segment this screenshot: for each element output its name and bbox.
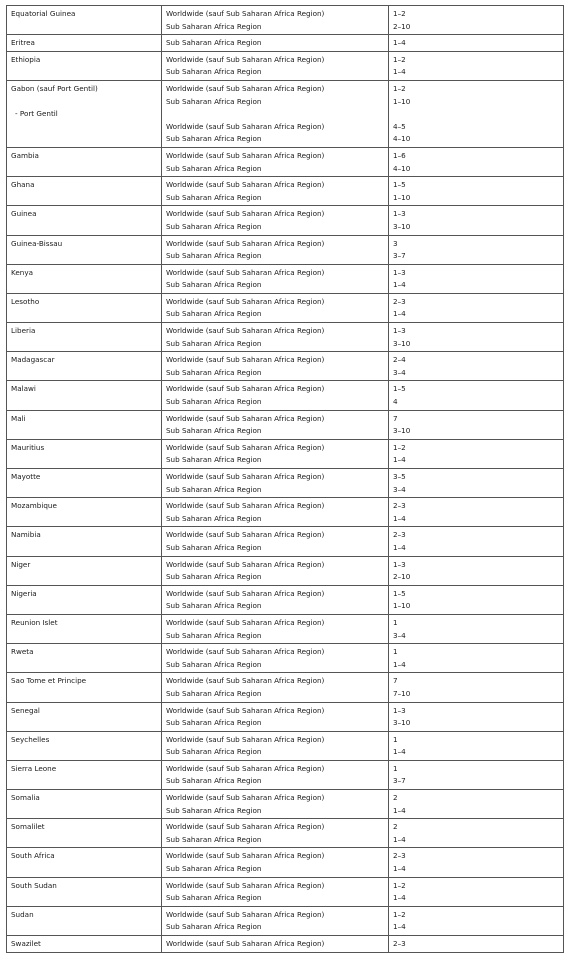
region-cell (162, 848, 389, 877)
range-value: 3–4 (393, 367, 406, 377)
range-value: 1–2 (393, 880, 406, 890)
region-label: Worldwide (sauf Sub Saharan Africa Region) (166, 9, 325, 18)
table-row (7, 585, 564, 614)
country-name: Somalia (11, 793, 40, 803)
region-cell (162, 51, 389, 80)
region-cell (162, 790, 389, 819)
region-label: Worldwide (sauf Sub Saharan Africa Region) (166, 559, 325, 569)
region-cell (162, 80, 389, 147)
country-cell (7, 877, 162, 906)
region-label: Worldwide (sauf Sub Saharan Africa Region) (166, 501, 325, 511)
region-label: Sub Saharan Africa Region (166, 513, 262, 523)
country-cell (7, 206, 162, 235)
country-name: Equatorial Guinea (11, 9, 76, 18)
range-value: 1–10 (393, 96, 411, 106)
country-cell (7, 906, 162, 935)
range-value: 1–10 (393, 192, 411, 202)
country-cell (7, 147, 162, 176)
country-cell (7, 293, 162, 322)
region-cell (162, 381, 389, 410)
value-cell (389, 206, 564, 235)
table-row (7, 264, 564, 293)
value-cell (389, 585, 564, 614)
region-cell (162, 35, 389, 52)
region-label: Worldwide (sauf Sub Saharan Africa Region) (166, 180, 325, 190)
table-row (7, 936, 564, 953)
region-label: Worldwide (sauf Sub Saharan Africa Region) (166, 442, 325, 452)
range-value: 2 (393, 793, 398, 803)
region-cell (162, 293, 389, 322)
country-cell (7, 80, 162, 147)
range-value: 1–4 (393, 513, 406, 523)
country-cell (7, 469, 162, 498)
country-cell (7, 498, 162, 527)
country-name: Nigeria (11, 588, 37, 598)
table-row (7, 760, 564, 789)
region-label: Worldwide (sauf Sub Saharan Africa Region) (166, 209, 325, 219)
range-value: 2–3 (393, 501, 406, 511)
country-name: Guinea (11, 209, 37, 219)
region-label: Sub Saharan Africa Region (166, 718, 262, 728)
value-cell (389, 906, 564, 935)
country-name: Mali (11, 413, 26, 423)
range-value: 1 (393, 647, 398, 657)
region-cell (162, 877, 389, 906)
range-value: 7 (393, 413, 398, 423)
country-name: Rweta (11, 647, 34, 657)
country-cell (7, 819, 162, 848)
region-label: Worldwide (sauf Sub Saharan Africa Region) (166, 647, 325, 657)
region-label: Worldwide (sauf Sub Saharan Africa Region) (166, 121, 325, 131)
range-value: 2–10 (393, 21, 411, 31)
range-value: 3–7 (393, 251, 406, 261)
table-row (7, 848, 564, 877)
range-value: 2–10 (393, 572, 411, 582)
value-cell (389, 469, 564, 498)
range-value: 1–5 (393, 384, 406, 394)
region-label: Sub Saharan Africa Region (166, 280, 262, 290)
region-label: Worldwide (sauf Sub Saharan Africa Region) (166, 296, 325, 306)
range-value: 7–10 (393, 688, 411, 698)
range-value: 4–10 (393, 163, 411, 173)
country-name: South Sudan (11, 880, 57, 890)
region-cell (162, 585, 389, 614)
table-row (7, 790, 564, 819)
table-row (7, 556, 564, 585)
range-value: 1–4 (393, 893, 406, 903)
table-row (7, 644, 564, 673)
range-value: 1–3 (393, 559, 406, 569)
country-name: Swazilet (11, 939, 41, 948)
country-cell (7, 264, 162, 293)
range-value: 1–3 (393, 326, 406, 336)
table-row (7, 673, 564, 702)
country-name: Mauritius (11, 442, 45, 452)
value-cell (389, 264, 564, 293)
value-cell (389, 614, 564, 643)
table-row (7, 702, 564, 731)
region-cell (162, 673, 389, 702)
range-value: 3–10 (393, 718, 411, 728)
range-value: 1–3 (393, 705, 406, 715)
country-cell (7, 644, 162, 673)
region-cell (162, 323, 389, 352)
value-cell (389, 177, 564, 206)
value-cell (389, 760, 564, 789)
region-label: Worldwide (sauf Sub Saharan Africa Region) (166, 588, 325, 598)
region-cell (162, 469, 389, 498)
country-name: Ghana (11, 180, 35, 190)
region-cell (162, 498, 389, 527)
range-value: 4–10 (393, 134, 411, 144)
country-name: South Africa (11, 851, 55, 861)
value-cell (389, 936, 564, 953)
region-label: Sub Saharan Africa Region (166, 747, 262, 757)
table-row (7, 147, 564, 176)
range-value: 2–3 (393, 296, 406, 306)
value-cell (389, 293, 564, 322)
table-row (7, 527, 564, 556)
region-label: Worldwide (sauf Sub Saharan Africa Region) (166, 676, 325, 686)
document-page (6, 5, 564, 953)
value-cell (389, 147, 564, 176)
range-value: 2 (393, 822, 398, 832)
country-cell (7, 848, 162, 877)
region-cell (162, 206, 389, 235)
value-cell (389, 819, 564, 848)
region-label: Sub Saharan Africa Region (166, 21, 262, 31)
table-row (7, 206, 564, 235)
range-value: 1–2 (393, 909, 406, 919)
value-cell (389, 702, 564, 731)
range-value: 1–4 (393, 747, 406, 757)
value-cell (389, 6, 564, 35)
country-name: Mayotte (11, 472, 41, 481)
table-row (7, 235, 564, 264)
region-label: Worldwide (sauf Sub Saharan Africa Region) (166, 326, 325, 336)
region-cell (162, 410, 389, 439)
region-label: Worldwide (sauf Sub Saharan Africa Region) (166, 530, 325, 540)
value-cell (389, 439, 564, 468)
region-label: Sub Saharan Africa Region (166, 38, 262, 48)
country-name: Mozambique (11, 501, 57, 511)
value-cell (389, 556, 564, 585)
region-cell (162, 264, 389, 293)
range-value: 1–4 (393, 309, 406, 319)
country-cell (7, 6, 162, 35)
table-row (7, 731, 564, 760)
country-cell (7, 35, 162, 52)
region-label: Worldwide (sauf Sub Saharan Africa Region) (166, 267, 325, 277)
region-label: Sub Saharan Africa Region (166, 542, 262, 552)
region-label: Sub Saharan Africa Region (166, 309, 262, 319)
region-cell (162, 527, 389, 556)
table-row (7, 381, 564, 410)
range-value: 1–4 (393, 455, 406, 465)
range-value: 1–5 (393, 588, 406, 598)
region-label: Sub Saharan Africa Region (166, 630, 262, 640)
region-label: Sub Saharan Africa Region (166, 455, 262, 465)
region-label: Sub Saharan Africa Region (166, 134, 262, 144)
value-cell (389, 498, 564, 527)
table-row (7, 498, 564, 527)
range-value: 3–10 (393, 426, 411, 436)
country-cell (7, 556, 162, 585)
table-row (7, 439, 564, 468)
country-cell (7, 731, 162, 760)
value-cell (389, 381, 564, 410)
country-cell (7, 790, 162, 819)
country-cell (7, 235, 162, 264)
table-row (7, 323, 564, 352)
region-label: Worldwide (sauf Sub Saharan Africa Region) (166, 734, 325, 744)
range-value: 1–6 (393, 150, 406, 160)
country-name: Lesotho (11, 296, 40, 306)
region-label: Worldwide (sauf Sub Saharan Africa Region) (166, 384, 325, 394)
range-value: 1 (393, 734, 398, 744)
country-cell (7, 936, 162, 953)
region-label: Worldwide (sauf Sub Saharan Africa Region) (166, 939, 325, 948)
value-cell (389, 790, 564, 819)
table-row (7, 51, 564, 80)
table-row (7, 906, 564, 935)
region-label: Worldwide (sauf Sub Saharan Africa Region) (166, 355, 325, 365)
region-label: Worldwide (sauf Sub Saharan Africa Region) (166, 413, 325, 423)
region-label: Sub Saharan Africa Region (166, 338, 262, 348)
range-value: 1–4 (393, 542, 406, 552)
value-cell (389, 527, 564, 556)
range-value: 1–2 (393, 54, 406, 64)
range-value: 1–2 (393, 83, 406, 93)
range-value: 7 (393, 676, 398, 686)
region-cell (162, 906, 389, 935)
region-label: Worldwide (sauf Sub Saharan Africa Region) (166, 880, 325, 890)
region-label: Sub Saharan Africa Region (166, 922, 262, 932)
region-label: Worldwide (sauf Sub Saharan Africa Region) (166, 851, 325, 861)
country-name: Somalilet (11, 822, 45, 832)
table-row (7, 469, 564, 498)
country-cell (7, 760, 162, 789)
country-name: Malawi (11, 384, 36, 394)
table-row (7, 614, 564, 643)
country-name: Eritrea (11, 38, 35, 48)
country-name: Guinea-Bissau (11, 238, 63, 248)
region-cell (162, 177, 389, 206)
region-label: Sub Saharan Africa Region (166, 659, 262, 669)
value-cell (389, 51, 564, 80)
region-label: Sub Saharan Africa Region (166, 192, 262, 202)
country-cell (7, 702, 162, 731)
country-cell (7, 51, 162, 80)
table-row (7, 819, 564, 848)
region-label: Sub Saharan Africa Region (166, 834, 262, 844)
value-cell (389, 323, 564, 352)
country-cell (7, 381, 162, 410)
table-row (7, 410, 564, 439)
value-cell (389, 80, 564, 147)
value-cell (389, 848, 564, 877)
range-value: 1–3 (393, 267, 406, 277)
country-name: Sierra Leone (11, 763, 57, 773)
range-value: 3–7 (393, 776, 406, 786)
range-value: 1–4 (393, 864, 406, 874)
country-name: Ethiopia (11, 54, 41, 64)
range-value: 1–4 (393, 834, 406, 844)
region-label: Sub Saharan Africa Region (166, 221, 262, 231)
region-cell (162, 6, 389, 35)
region-label: Worldwide (sauf Sub Saharan Africa Region) (166, 763, 325, 773)
value-cell (389, 673, 564, 702)
country-name: Gambia (11, 150, 39, 160)
value-cell (389, 644, 564, 673)
country-cell (7, 585, 162, 614)
value-cell (389, 235, 564, 264)
region-label: Sub Saharan Africa Region (166, 251, 262, 261)
region-label: Sub Saharan Africa Region (166, 572, 262, 582)
range-value: 3–10 (393, 221, 411, 231)
region-label: Sub Saharan Africa Region (166, 484, 262, 494)
region-label: Worldwide (sauf Sub Saharan Africa Region) (166, 238, 325, 248)
range-value: 3–5 (393, 472, 406, 481)
country-name: Sudan (11, 909, 34, 919)
region-cell (162, 556, 389, 585)
range-value: 2–4 (393, 355, 406, 365)
table-row (7, 177, 564, 206)
range-value: 1–10 (393, 601, 411, 611)
country-region-table (6, 5, 564, 953)
region-label: Worldwide (sauf Sub Saharan Africa Region) (166, 54, 325, 64)
range-value: 2–3 (393, 530, 406, 540)
country-cell (7, 614, 162, 643)
country-cell (7, 527, 162, 556)
country-cell (7, 323, 162, 352)
table-row (7, 293, 564, 322)
country-name: Niger (11, 559, 31, 569)
range-value: 1–4 (393, 38, 406, 48)
region-label: Worldwide (sauf Sub Saharan Africa Region) (166, 617, 325, 627)
region-label: Sub Saharan Africa Region (166, 688, 262, 698)
value-cell (389, 352, 564, 381)
country-name: Namibia (11, 530, 41, 540)
region-label: Worldwide (sauf Sub Saharan Africa Region) (166, 793, 325, 803)
range-value: 1–4 (393, 280, 406, 290)
sub-country-name: - Port Gentil (15, 109, 58, 119)
range-value: 1–4 (393, 67, 406, 77)
country-cell (7, 673, 162, 702)
region-cell (162, 760, 389, 789)
range-value: 1–4 (393, 659, 406, 669)
country-cell (7, 352, 162, 381)
range-value: 1–2 (393, 442, 406, 452)
region-cell (162, 819, 389, 848)
range-value: 1 (393, 763, 398, 773)
region-label: Sub Saharan Africa Region (166, 367, 262, 377)
region-label: Worldwide (sauf Sub Saharan Africa Region) (166, 83, 325, 93)
region-cell (162, 614, 389, 643)
value-cell (389, 35, 564, 52)
range-value: 3–10 (393, 338, 411, 348)
region-label: Worldwide (sauf Sub Saharan Africa Region) (166, 705, 325, 715)
region-cell (162, 936, 389, 953)
region-cell (162, 439, 389, 468)
region-label: Worldwide (sauf Sub Saharan Africa Region) (166, 150, 325, 160)
range-value: 3 (393, 238, 398, 248)
region-cell (162, 731, 389, 760)
range-value: 4 (393, 397, 398, 407)
region-label: Sub Saharan Africa Region (166, 805, 262, 815)
country-name: Senegal (11, 705, 40, 715)
country-cell (7, 439, 162, 468)
country-name: Kenya (11, 267, 33, 277)
region-cell (162, 702, 389, 731)
table-row (7, 352, 564, 381)
region-label: Sub Saharan Africa Region (166, 96, 262, 106)
region-cell (162, 644, 389, 673)
region-cell (162, 235, 389, 264)
region-label: Sub Saharan Africa Region (166, 397, 262, 407)
country-cell (7, 177, 162, 206)
region-label: Sub Saharan Africa Region (166, 426, 262, 436)
region-label: Sub Saharan Africa Region (166, 601, 262, 611)
country-cell (7, 410, 162, 439)
region-label: Sub Saharan Africa Region (166, 864, 262, 874)
region-label: Sub Saharan Africa Region (166, 893, 262, 903)
value-cell (389, 877, 564, 906)
table-body (7, 6, 564, 953)
region-cell (162, 352, 389, 381)
region-label: Worldwide (sauf Sub Saharan Africa Region) (166, 472, 325, 481)
range-value: 1–2 (393, 9, 406, 18)
range-value: 1 (393, 617, 398, 627)
country-name: Gabon (sauf Port Gentil) (11, 83, 98, 93)
country-name: Madagascar (11, 355, 55, 365)
range-value: 2–3 (393, 851, 406, 861)
country-name: Seychelles (11, 734, 50, 744)
region-label: Sub Saharan Africa Region (166, 163, 262, 173)
range-value: 3–4 (393, 630, 406, 640)
range-value: 3–4 (393, 484, 406, 494)
region-label: Worldwide (sauf Sub Saharan Africa Region) (166, 822, 325, 832)
range-value: 2–3 (393, 939, 406, 948)
country-name: Liberia (11, 326, 36, 336)
region-label: Sub Saharan Africa Region (166, 67, 262, 77)
region-label: Sub Saharan Africa Region (166, 776, 262, 786)
region-label: Worldwide (sauf Sub Saharan Africa Region) (166, 909, 325, 919)
country-name: Sao Tome et Principe (11, 676, 87, 686)
range-value: 1–5 (393, 180, 406, 190)
table-row (7, 80, 564, 147)
range-value: 1–4 (393, 805, 406, 815)
region-cell (162, 147, 389, 176)
country-name: Reunion Islet (11, 617, 58, 627)
value-cell (389, 410, 564, 439)
range-value: 1–4 (393, 922, 406, 932)
table-row (7, 35, 564, 52)
table-row (7, 877, 564, 906)
value-cell (389, 731, 564, 760)
range-value: 4–5 (393, 121, 406, 131)
range-value: 1–3 (393, 209, 406, 219)
table-row (7, 6, 564, 35)
